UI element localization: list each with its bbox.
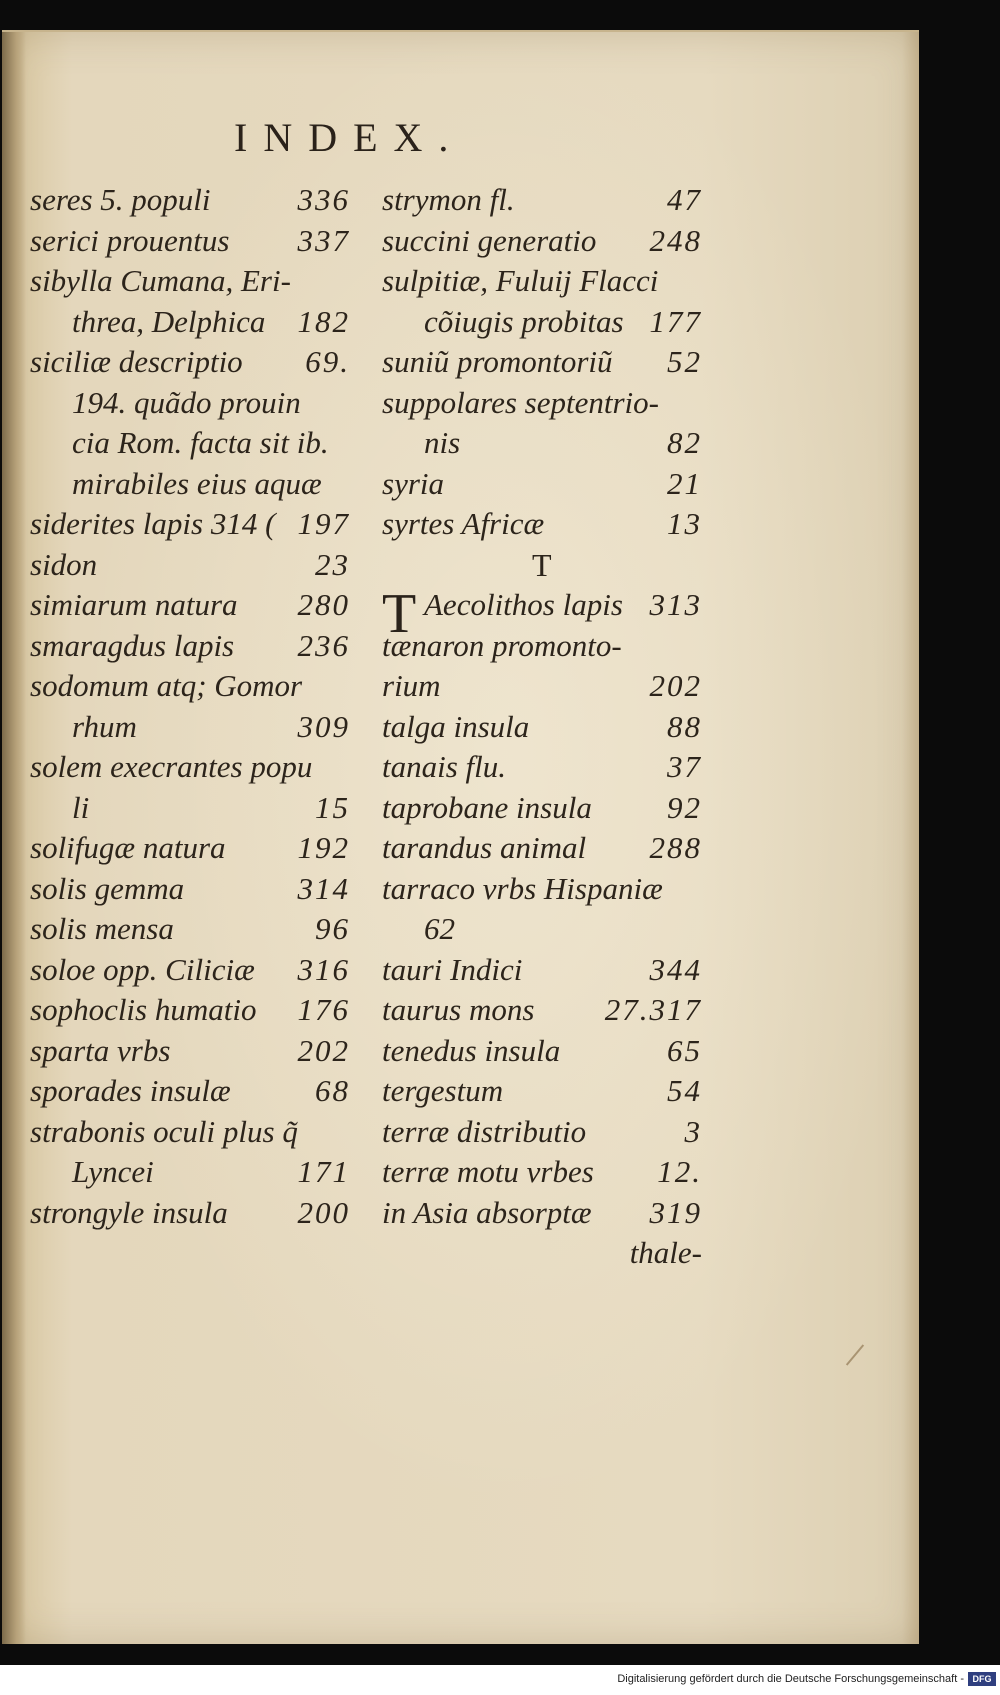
entry-page-number: 13	[667, 506, 702, 541]
entry-page-number: 69.	[305, 344, 350, 379]
dfg-logo: DFG	[968, 1672, 996, 1686]
entry-term: nis	[424, 425, 461, 460]
section-letter: T	[532, 546, 552, 583]
entry-term: smaragdus lapis	[30, 627, 235, 663]
index-entry	[30, 666, 350, 707]
entry-term: taurus mons	[382, 992, 535, 1027]
entry-term: syria	[382, 465, 444, 501]
index-entry	[382, 302, 702, 343]
entry-term: suppolares septentrio-	[382, 384, 659, 420]
index-entry	[30, 180, 350, 221]
index-entry	[30, 950, 350, 991]
entry-term: terræ distributio	[382, 1113, 587, 1149]
entry-term: siciliæ descriptio	[30, 344, 243, 379]
index-entry	[30, 464, 350, 505]
index-entry	[382, 423, 702, 464]
entry-page-number: 21	[667, 465, 702, 501]
entry-term: serici prouentus	[30, 222, 230, 258]
entry-term: strongyle insula	[30, 1194, 228, 1230]
entry-term: mirabiles eius aquæ	[72, 465, 322, 501]
entry-page-number: 65	[667, 1032, 702, 1068]
index-entry	[382, 383, 702, 424]
entry-term: sulpitiæ, Fuluij Flacci	[382, 263, 659, 298]
paper-blemish	[846, 1344, 864, 1365]
footer-credit: Digitalisierung gefördert durch die Deutsche Forschungsgemeinschaft -	[617, 1673, 964, 1685]
entry-page-number: 82	[667, 425, 702, 460]
entry-term: sidon	[30, 546, 98, 582]
index-entry	[382, 504, 702, 545]
entry-term: solifugæ natura	[30, 830, 226, 865]
entry-term: cia Rom. facta sit ib.	[72, 425, 329, 460]
entry-term: sibylla Cumana, Eri-	[30, 263, 291, 298]
book-spine-shadow	[2, 32, 26, 1644]
index-entry	[382, 221, 702, 262]
entry-page-number: 192	[297, 830, 350, 865]
index-entry	[30, 302, 350, 343]
index-entry	[382, 180, 702, 221]
entry-page-number: 27.317	[604, 992, 702, 1027]
entry-term: tarandus animal	[382, 830, 587, 865]
entry-page-number: 68	[315, 1073, 350, 1108]
entry-term: taprobane insula	[382, 789, 592, 825]
index-entry	[30, 909, 350, 950]
entry-page-number: 171	[297, 1154, 350, 1189]
entry-term: solis gemma	[30, 870, 185, 906]
entry-page-number: 177	[649, 303, 702, 339]
index-entry	[30, 990, 350, 1031]
entry-term: li	[72, 789, 90, 825]
entry-term: rhum	[72, 708, 137, 744]
entry-term: strabonis oculi plus q̃	[30, 1113, 298, 1149]
section-letter-heading	[382, 545, 702, 586]
entry-term: tergestum	[382, 1073, 504, 1108]
index-entry	[30, 788, 350, 829]
index-entry	[30, 1193, 350, 1234]
index-entry	[30, 423, 350, 464]
index-entry	[382, 1152, 702, 1193]
entry-page-number: 200	[297, 1194, 350, 1230]
book-page	[2, 30, 919, 1644]
index-entry	[382, 1193, 702, 1234]
index-entry	[382, 707, 702, 748]
entry-page-number: 197	[297, 506, 350, 541]
entry-term: syrtes Africæ	[382, 506, 545, 541]
index-entry	[30, 707, 350, 748]
index-entry	[382, 666, 702, 707]
entry-term: succini generatio	[382, 222, 597, 258]
index-entry	[382, 1112, 702, 1153]
index-entry	[382, 828, 702, 869]
entry-term: siderites lapis 314 (	[30, 506, 276, 541]
entry-term: sophoclis humatio	[30, 992, 257, 1027]
entry-term: soloe opp. Ciliciæ	[30, 951, 255, 987]
index-entry	[30, 221, 350, 262]
index-entry	[30, 504, 350, 545]
catchword: thale-	[629, 1235, 702, 1270]
digitization-footer	[0, 1665, 1000, 1695]
page-header: INDEX.	[234, 115, 465, 160]
entry-page-number: 337	[297, 222, 350, 258]
entry-term: seres 5. populi	[30, 182, 211, 217]
entry-term: sporades insulæ	[30, 1073, 231, 1108]
entry-page-number: 316	[297, 951, 350, 987]
entry-term: solis mensa	[30, 911, 174, 946]
index-entry	[382, 626, 702, 667]
entry-term: terræ motu vrbes	[382, 1154, 594, 1189]
entry-term: simiarum natura	[30, 587, 238, 622]
entry-term: 62	[424, 911, 455, 946]
entry-term: tauri Indici	[382, 951, 523, 987]
entry-term: solem execrantes popu	[30, 749, 313, 784]
entry-term: tænaron promonto-	[382, 627, 622, 663]
entry-page-number: 336	[297, 182, 350, 217]
index-entry	[382, 1071, 702, 1112]
index-entry	[30, 342, 350, 383]
entry-page-number: 248	[649, 222, 702, 258]
entry-term: cõiugis probitas	[424, 303, 624, 339]
index-entry	[382, 261, 702, 302]
index-entry	[382, 990, 702, 1031]
index-entry	[30, 747, 350, 788]
entry-page-number: 88	[667, 708, 702, 744]
entry-term: 194. quãdo prouin	[72, 384, 301, 420]
entry-term: in Asia absorptæ	[382, 1194, 592, 1230]
entry-term: Aecolithos lapis	[424, 587, 623, 622]
entry-term: tarraco vrbs Hispaniæ	[382, 870, 663, 906]
entry-term: tanais flu.	[382, 749, 507, 784]
entry-page-number: 182	[297, 303, 350, 339]
entry-page-number: 23	[315, 546, 350, 582]
entry-term: sodomum atq; Gomor	[30, 668, 303, 703]
entry-page-number: 3	[684, 1113, 702, 1149]
index-entry	[30, 1152, 350, 1193]
entry-page-number: 319	[649, 1194, 702, 1230]
index-entry	[30, 383, 350, 424]
entry-page-number: 314	[297, 870, 350, 906]
drop-cap: T	[382, 583, 417, 645]
entry-page-number: 309	[297, 708, 350, 744]
entry-term: rium	[382, 668, 441, 703]
index-entry	[30, 585, 350, 626]
entry-page-number: 15	[315, 789, 350, 825]
entry-page-number: 280	[297, 587, 350, 622]
entry-page-number: 52	[667, 344, 702, 379]
index-entry	[382, 1031, 702, 1072]
index-column-right	[382, 180, 702, 1274]
index-entry	[382, 950, 702, 991]
index-entry	[382, 464, 702, 505]
entry-term: talga insula	[382, 708, 530, 744]
index-entry	[30, 626, 350, 667]
entry-page-number: 54	[667, 1073, 702, 1108]
entry-term: suniũ promontoriũ	[382, 344, 613, 379]
entry-page-number: 96	[315, 911, 350, 946]
entry-page-number: 236	[297, 627, 350, 663]
index-entry	[30, 261, 350, 302]
entry-page-number: 176	[297, 992, 350, 1027]
entry-term: sparta vrbs	[30, 1032, 171, 1068]
entry-page-number: 12.	[657, 1154, 702, 1189]
entry-page-number: 313	[649, 587, 702, 622]
index-entry	[382, 788, 702, 829]
entry-term: threa, Delphica	[72, 303, 266, 339]
entry-page-number: 288	[649, 830, 702, 865]
entry-page-number: 47	[667, 182, 702, 217]
index-column-left	[30, 180, 350, 1233]
entry-term: tenedus insula	[382, 1032, 561, 1068]
index-entry	[30, 1031, 350, 1072]
entry-page-number: 92	[667, 789, 702, 825]
entry-page-number: 202	[297, 1032, 350, 1068]
entry-term: Lyncei	[72, 1154, 154, 1189]
index-entry	[30, 545, 350, 586]
index-entry	[382, 747, 702, 788]
entry-page-number: 344	[649, 951, 702, 987]
index-entry	[30, 828, 350, 869]
index-entry	[30, 1112, 350, 1153]
index-entry	[382, 869, 702, 910]
catchword-line	[382, 1233, 702, 1274]
index-entry	[30, 869, 350, 910]
entry-term: strymon fl.	[382, 182, 515, 217]
index-entry	[382, 909, 702, 950]
entry-page-number: 202	[649, 668, 702, 703]
index-entry	[382, 342, 702, 383]
index-entry	[30, 1071, 350, 1112]
entry-page-number: 37	[667, 749, 702, 784]
